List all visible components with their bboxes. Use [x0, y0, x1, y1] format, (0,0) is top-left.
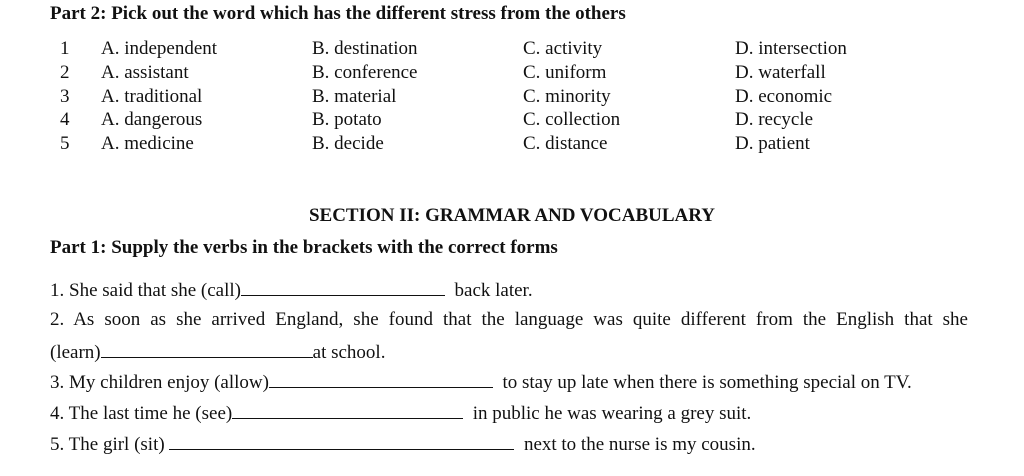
question-text: 3. My children enjoy (allow): [50, 372, 269, 393]
option-a: A. dangerous: [101, 109, 203, 130]
question-text: 4. The last time he (see): [50, 403, 233, 424]
answer-blank[interactable]: [101, 340, 313, 358]
item-number: 4: [60, 109, 70, 130]
option-a: A. traditional: [101, 86, 203, 107]
list-item: [0, 38, 1024, 62]
question-1: [50, 278, 533, 302]
option-d: D. economic: [735, 86, 833, 107]
option-d: D. recycle: [735, 109, 814, 130]
option-b: B. material: [312, 86, 397, 107]
section-title: SECTION II: GRAMMAR AND VOCABULARY: [308, 205, 716, 226]
question-3: [50, 370, 912, 394]
option-a: A. medicine: [101, 133, 194, 154]
item-number: 3: [60, 86, 70, 107]
list-item: [0, 86, 1024, 110]
option-d: D. intersection: [735, 38, 847, 59]
question-text-after: to stay up late when there is something special on TV.: [502, 372, 912, 393]
question-text-after: at school.: [312, 342, 386, 363]
question-text-after: in public he was wearing a grey suit.: [472, 403, 752, 424]
part2-heading: Part 2: Pick out the word which has the different stress from the others: [50, 3, 626, 24]
item-number: 5: [60, 133, 70, 154]
option-d: D. waterfall: [735, 62, 826, 83]
question-text: 1. She said that she (call): [50, 280, 242, 301]
list-item: [0, 62, 1024, 86]
question-text: (learn): [50, 342, 101, 363]
list-item: [0, 133, 1024, 157]
question-2-line-1: 2. As soon as she arrived England, she found that the language was quite different from the English that she: [50, 309, 968, 330]
option-c: C. distance: [523, 133, 608, 154]
answer-blank[interactable]: [232, 401, 463, 419]
answer-blank[interactable]: [169, 432, 514, 450]
question-text-after: next to the nurse is my cousin.: [523, 434, 756, 455]
option-c: C. minority: [523, 86, 611, 107]
question-2-line-2: [50, 340, 385, 364]
answer-blank[interactable]: [241, 278, 445, 296]
question-text: 5. The girl (sit): [50, 434, 165, 455]
option-c: C. uniform: [523, 62, 607, 83]
part1-heading: Part 1: Supply the verbs in the brackets with the correct forms: [50, 237, 558, 258]
question-5: [50, 432, 756, 456]
option-b: B. destination: [312, 38, 418, 59]
item-number: 2: [60, 62, 70, 83]
option-a: A. independent: [101, 38, 218, 59]
question-4: [50, 401, 751, 425]
list-item: [0, 109, 1024, 133]
option-c: C. collection: [523, 109, 621, 130]
option-b: B. decide: [312, 133, 384, 154]
option-c: C. activity: [523, 38, 603, 59]
answer-blank[interactable]: [269, 370, 493, 388]
option-b: B. potato: [312, 109, 382, 130]
option-b: B. conference: [312, 62, 418, 83]
option-a: A. assistant: [101, 62, 189, 83]
item-number: 1: [60, 38, 70, 59]
option-d: D. patient: [735, 133, 810, 154]
question-text-after: back later.: [454, 280, 533, 301]
